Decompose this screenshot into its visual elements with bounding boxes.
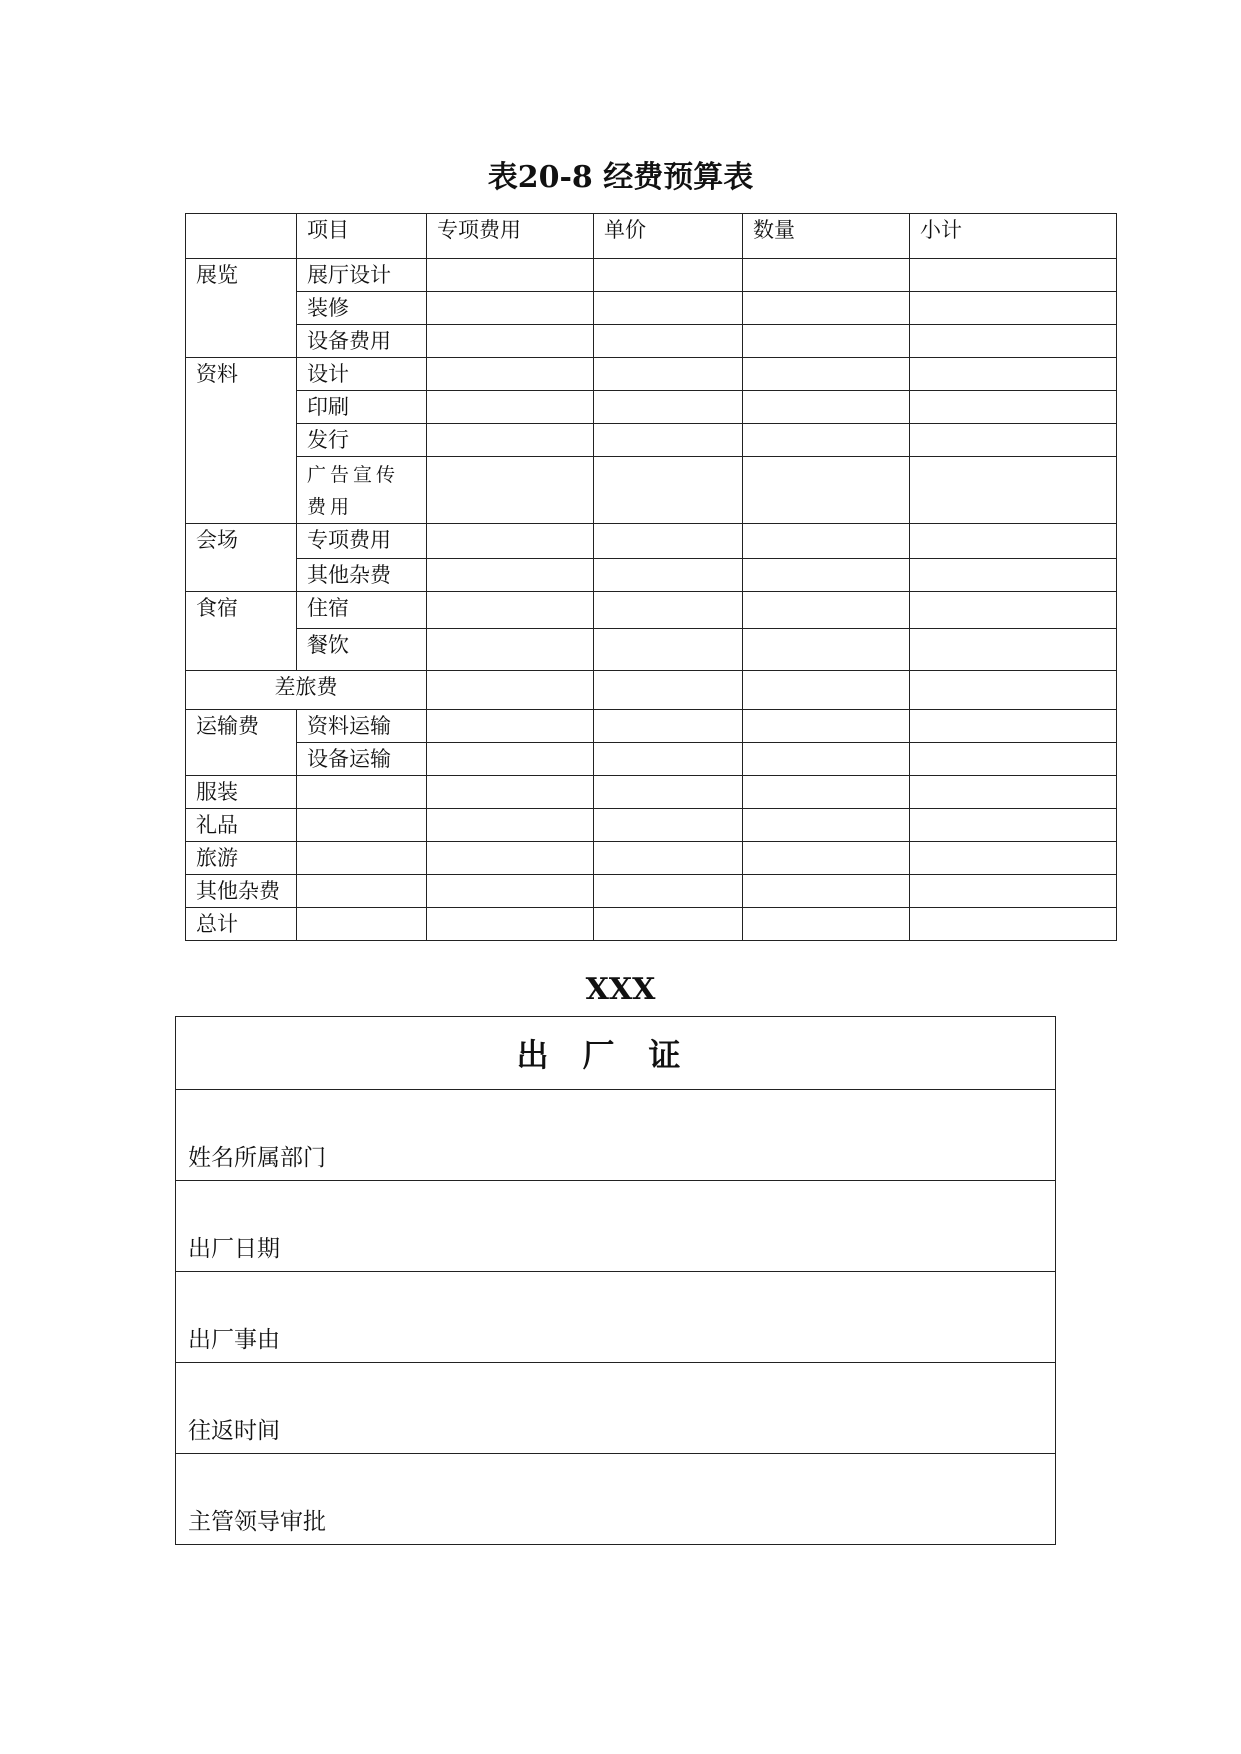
table-row <box>186 424 1117 457</box>
category-misc: 其他杂费 <box>186 875 297 908</box>
field-round-trip-time[interactable]: 往返时间 <box>176 1363 1056 1454</box>
table-row <box>186 457 1117 524</box>
header-subtotal: 小计 <box>910 214 1117 259</box>
item-equipment-cost: 设备费用 <box>297 325 427 358</box>
budget-title: 表20-8 经费预算表 <box>487 160 754 195</box>
total-row <box>186 908 1117 941</box>
table-row <box>186 292 1117 325</box>
pass-field-row <box>176 1181 1056 1272</box>
table-row <box>186 671 1117 710</box>
exit-pass-form <box>175 1016 1056 1545</box>
pass-field-row <box>176 1363 1056 1454</box>
category-lodging: 食宿 <box>186 592 297 671</box>
table-row <box>186 875 1117 908</box>
table-row <box>186 325 1117 358</box>
category-gifts: 礼品 <box>186 809 297 842</box>
item-catering: 餐饮 <box>297 629 427 671</box>
table-header-row <box>186 214 1117 259</box>
header-item: 项目 <box>297 214 427 259</box>
field-name-department[interactable]: 姓名所属部门 <box>176 1090 1056 1181</box>
item-special-cost: 专项费用 <box>297 524 427 559</box>
category-tourism: 旅游 <box>186 842 297 875</box>
table-row <box>186 391 1117 424</box>
table-row <box>186 524 1117 559</box>
item-printing: 印刷 <box>297 391 427 424</box>
field-exit-date[interactable]: 出厂日期 <box>176 1181 1056 1272</box>
category-venue: 会场 <box>186 524 297 592</box>
item-other-misc: 其他杂费 <box>297 559 427 592</box>
category-exhibition: 展览 <box>186 259 297 358</box>
category-total: 总计 <box>186 908 297 941</box>
pass-heading-row <box>176 1017 1056 1090</box>
budget-table <box>185 213 1117 941</box>
table-row <box>186 710 1117 743</box>
pass-field-row <box>176 1454 1056 1545</box>
item-accommodation: 住宿 <box>297 592 427 629</box>
table-row <box>186 559 1117 592</box>
item-equipment-transport: 设备运输 <box>297 743 427 776</box>
table-row <box>186 259 1117 292</box>
item-advertising: 广告宣传费用 <box>297 457 427 524</box>
header-special-cost: 专项费用 <box>427 214 594 259</box>
header-unit-price: 单价 <box>594 214 743 259</box>
item-material-transport: 资料运输 <box>297 710 427 743</box>
item-decoration: 装修 <box>297 292 427 325</box>
table-row <box>186 592 1117 629</box>
pass-heading: 出厂证 <box>176 1017 1056 1090</box>
table-row <box>186 358 1117 391</box>
field-supervisor-approval[interactable]: 主管领导审批 <box>176 1454 1056 1545</box>
item-design: 设计 <box>297 358 427 391</box>
table-row <box>186 629 1117 671</box>
item-hall-design: 展厅设计 <box>297 259 427 292</box>
header-corner-cell <box>186 214 297 259</box>
category-travel: 差旅费 <box>186 671 427 710</box>
category-materials: 资料 <box>186 358 297 524</box>
pass-field-row <box>176 1272 1056 1363</box>
item-distribution: 发行 <box>297 424 427 457</box>
table-row <box>186 743 1117 776</box>
category-transport: 运输费 <box>186 710 297 776</box>
header-quantity: 数量 <box>743 214 910 259</box>
field-exit-reason[interactable]: 出厂事由 <box>176 1272 1056 1363</box>
category-clothing: 服装 <box>186 776 297 809</box>
pass-field-row <box>176 1090 1056 1181</box>
table-row <box>186 809 1117 842</box>
company-name: XXX <box>585 972 656 1007</box>
table-row <box>186 776 1117 809</box>
table-row <box>186 842 1117 875</box>
